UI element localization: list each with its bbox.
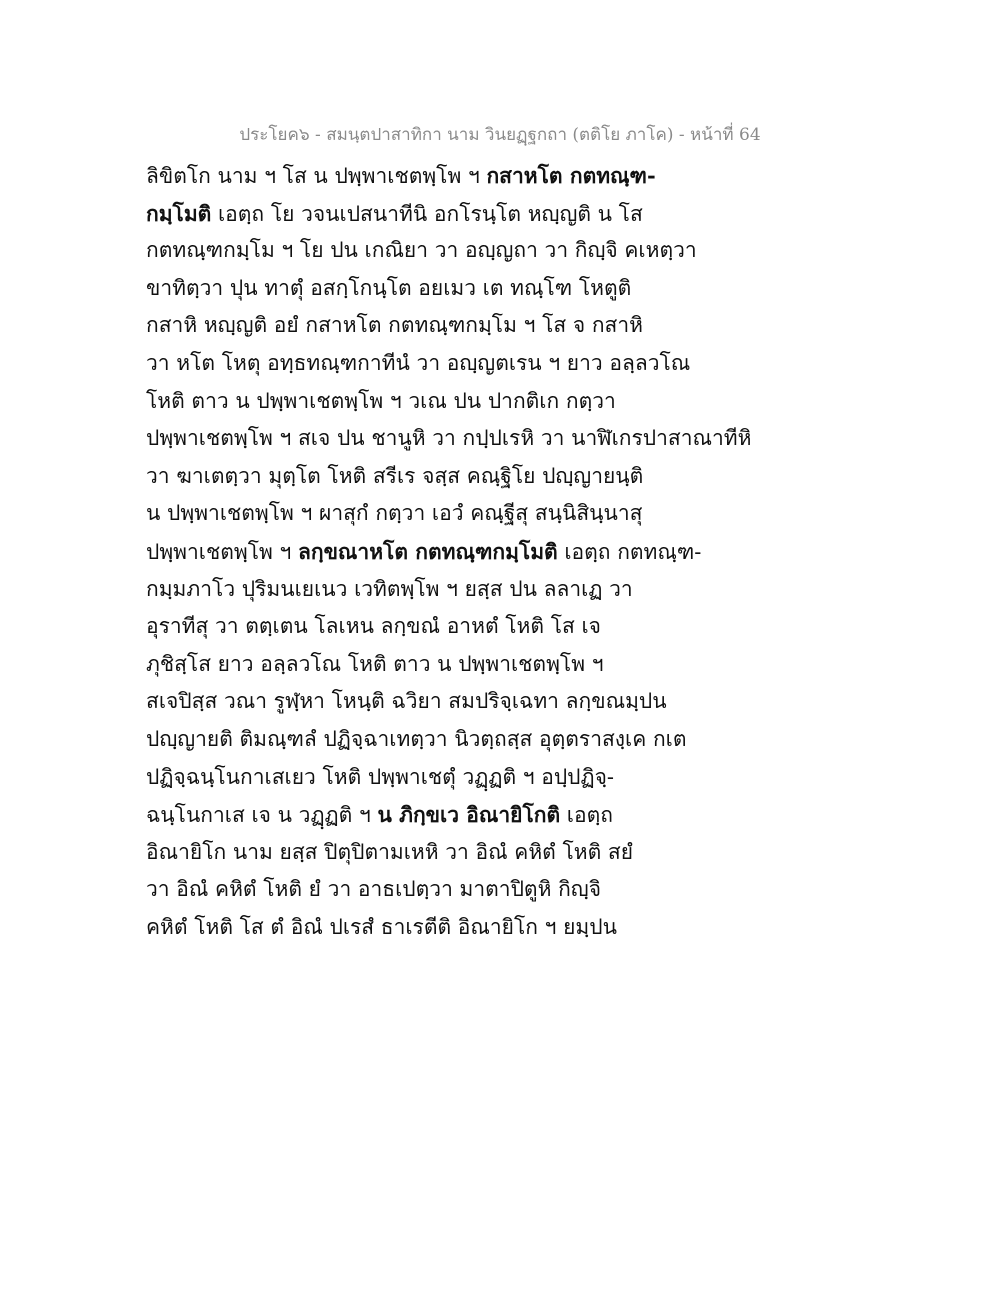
text-segment: ขาทิตฺวา ปุน ทาตุํ อสกฺโกนฺโต อยเมว เต ทณฺโฑ โหตูติ bbox=[146, 275, 632, 300]
text-line bbox=[146, 721, 706, 759]
text-segment: เอตฺถ โย วจนเปสนาทีนิ อกโรนฺโต หญฺญติ น โส bbox=[211, 201, 643, 226]
text-line bbox=[146, 232, 706, 270]
text-line bbox=[146, 646, 706, 684]
text-segment: คหิตํ โหติ โส ตํ อิณํ ปเรสํ ธาเรตีติ อิณายิโก ฯ ยมฺปน bbox=[146, 914, 617, 939]
text-line bbox=[146, 420, 752, 458]
text-line bbox=[146, 871, 706, 909]
text-line bbox=[146, 195, 706, 233]
bold-term: น ภิกฺขเว อิณายิโกติ bbox=[377, 802, 561, 828]
page-header bbox=[0, 121, 1000, 148]
text-segment: ปญฺญายติ ติมณฺฑลํ ปฏิจฺฉาเทตฺวา นิวตฺถสฺส อุตฺตราสงฺเค กเต bbox=[146, 726, 687, 751]
text-segment: วา อิณํ คหิตํ โหติ ยํ วา อาธเปตฺวา มาตาปิตูหิ กิญฺจิ bbox=[146, 877, 601, 902]
text-segment: น ปพฺพาเชตพฺโพ ฯ ผาสุกํ กตฺวา เอวํ คณฺฐีสุ สนฺนิสินฺนาสุ bbox=[146, 501, 643, 526]
text-segment: วา ฆาเตตฺวา มุตฺโต โหติ สรีเร จสฺส คณฺฐิโย ปญฺญายนฺติ bbox=[146, 463, 644, 488]
text-segment: เอตฺถ กตทณฺฑ- bbox=[557, 539, 702, 564]
text-segment: สเจปิสฺส วณา รูฬฺหา โหนฺติ ฉวิยา สมปริจฺเฉทา ลกฺขณมฺปน bbox=[146, 689, 667, 714]
text-segment: ปฏิจฺฉนฺโนกาเสเยว โหติ ปพฺพาเชตุํ วฏฺฏติ ฯ อปฺปฏิจฺ- bbox=[146, 764, 615, 789]
body-text bbox=[146, 157, 752, 946]
text-line bbox=[146, 909, 706, 947]
text-line bbox=[146, 270, 706, 308]
text-line bbox=[146, 608, 706, 646]
text-segment: กมฺมภาโว ปุริมนเยเนว เวทิตพฺโพ ฯ ยสฺส ปน ลลาเฏ วา bbox=[146, 576, 633, 601]
text-segment: เอตฺถ bbox=[560, 803, 613, 828]
page-header-text: ประโยค๖ - สมนฺตปาสาทิกา นาม วินยฏฺฐกถา (ตติโย ภาโค) - หน้าที่ 64 bbox=[239, 125, 761, 145]
text-line bbox=[146, 683, 706, 721]
text-segment: ภุชิสฺโส ยาว อลฺลวโณ โหติ ตาว น ปพฺพาเชตพฺโพ ฯ bbox=[146, 651, 604, 676]
text-segment: โหติ ตาว น ปพฺพาเชตพฺโพ ฯ วเณ ปน ปากติเก กตฺวา bbox=[146, 388, 616, 413]
text-line bbox=[146, 834, 706, 872]
text-segment: ฉนฺโนกาเส เจ น วฏฺฏติ ฯ bbox=[146, 803, 378, 828]
text-line bbox=[146, 796, 706, 834]
text-line bbox=[146, 157, 706, 195]
text-line bbox=[146, 345, 706, 383]
text-segment: กสาหิ หญฺญติ อยํ กสาหโต กตทณฺฑกมฺโม ฯ โส จ กสาหิ bbox=[146, 313, 643, 338]
text-line bbox=[146, 383, 706, 421]
text-segment: กตทณฺฑกมฺโม ฯ โย ปน เกณิยา วา อญฺญถา วา กิญฺจิ คเหตฺวา bbox=[146, 238, 697, 263]
text-line bbox=[146, 307, 706, 345]
bold-term: ลกฺขณาหโต กตทณฺฑกมฺโมติ bbox=[297, 538, 558, 564]
bold-term: กสาหโต กตทณฺฑ- bbox=[486, 163, 656, 188]
text-segment: วา หโต โหตุ อทฺธทณฺฑกาทีนํ วา อญฺญตเรน ฯ ยาว อลฺลวโณ bbox=[146, 350, 691, 375]
text-line bbox=[146, 495, 706, 533]
text-line bbox=[146, 759, 706, 797]
text-line bbox=[146, 571, 706, 609]
bold-term: กมฺโมติ bbox=[146, 200, 212, 226]
text-segment: ปพฺพาเชตพฺโพ ฯ สเจ ปน ชานูหิ วา กปฺปเรหิ วา นาฬิเกรปาสาณาทีหิ bbox=[146, 426, 752, 451]
text-segment: อิณายิโก นาม ยสฺส ปิตุปิตามเหหิ วา อิณํ คหิตํ โหติ สยํ bbox=[146, 839, 634, 864]
text-segment: ปพฺพาเชตพฺโพ ฯ bbox=[146, 539, 298, 564]
text-segment: อุราทีสุ วา ตตฺเตน โลเหน ลกฺขณํ อาหตํ โหติ โส เจ bbox=[146, 614, 601, 639]
text-line bbox=[146, 533, 706, 571]
text-segment: ลิขิตโก นาม ฯ โส น ปพฺพาเชตพฺโพ ฯ bbox=[146, 164, 487, 188]
text-line bbox=[146, 458, 706, 496]
